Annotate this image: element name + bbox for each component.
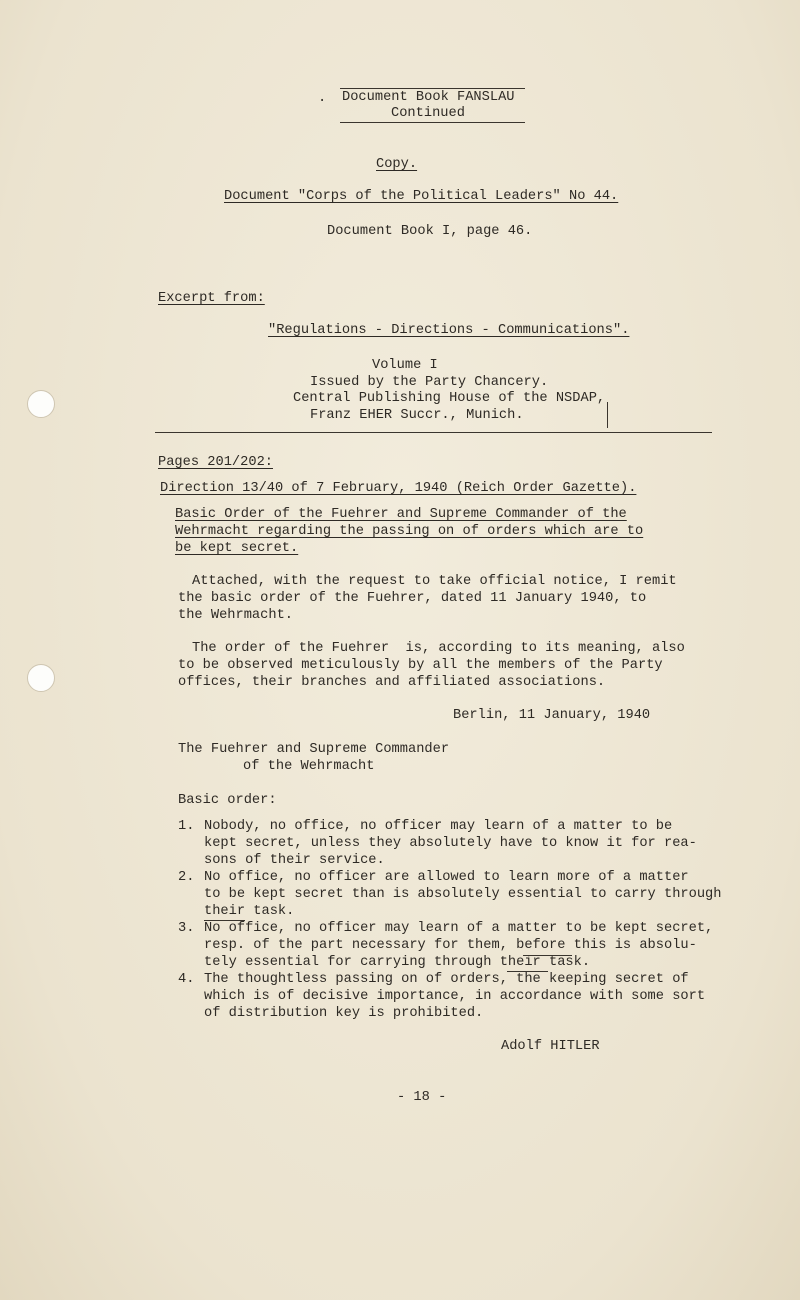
punch-hole — [27, 664, 55, 692]
item-number: 2. — [178, 870, 195, 885]
emphasis-underline — [204, 904, 245, 921]
item-line: sons of their service. — [204, 853, 385, 868]
paragraph-line: the basic order of the Fuehrer, dated 11 January 1940, to — [178, 591, 647, 606]
item-line — [204, 904, 294, 920]
header-rule-top — [340, 88, 525, 89]
direction-heading: Direction 13/40 of 7 February, 1940 (Reich Order Gazette). — [160, 481, 637, 496]
paragraph-line: offices, their branches and affiliated associations. — [178, 675, 606, 690]
subject-line: be kept secret. — [175, 541, 299, 556]
paragraph-line: the Wehrmacht. — [178, 608, 293, 623]
publication-address: Franz EHER Succr., Munich. — [310, 408, 524, 423]
item-line: to be kept secret than is absolutely essential to carry through — [204, 887, 722, 902]
basic-order-label: Basic order: — [178, 793, 277, 808]
paragraph-line: The order of the Fuehrer is, according to its meaning, also — [192, 641, 685, 656]
item-number: 3. — [178, 921, 195, 936]
item-line: Nobody, no office, no officer may learn of a matter to be — [204, 819, 673, 834]
document-title: Document "Corps of the Political Leaders" No 44. — [224, 189, 619, 204]
signature: Adolf HITLER — [501, 1039, 600, 1054]
copy-label: Copy. — [376, 157, 418, 172]
publication-publisher: Central Publishing House of the NSDAP, — [293, 391, 606, 406]
item-line: of distribution key is prohibited. — [204, 1006, 484, 1021]
paragraph-line: to be observed meticulously by all the members of the Party — [178, 658, 663, 673]
section-divider — [155, 432, 712, 433]
item-line: tely essential for carrying through their task. — [204, 955, 591, 970]
item-line: which is of decisive importance, in accordance with some sort — [204, 989, 706, 1004]
pages-label: Pages 201/202: — [158, 455, 273, 470]
header-subtitle: Continued — [391, 106, 465, 121]
excerpt-label: Excerpt from: — [158, 291, 265, 306]
publication-issuer: Issued by the Party Chancery. — [310, 375, 549, 390]
item-line: No office, no officer are allowed to learn more of a matter — [204, 870, 689, 885]
header-title: Document Book FANSLAU — [342, 90, 515, 105]
publication-title: "Regulations - Directions - Communications". — [268, 323, 630, 338]
emphasis-underline — [523, 955, 572, 956]
subject-line: Wehrmacht regarding the passing on of orders which are to — [175, 524, 644, 539]
document-reference: Document Book I, page 46. — [327, 224, 533, 239]
page-number: - 18 - — [397, 1090, 447, 1105]
issuer-line: of the Wehrmacht — [243, 759, 375, 774]
item-line-text: their task. — [204, 904, 295, 919]
place-date: Berlin, 11 January, 1940 — [453, 708, 651, 723]
item-number: 1. — [178, 819, 195, 834]
issuer-line: The Fuehrer and Supreme Commander — [178, 742, 450, 757]
item-number: 4. — [178, 972, 195, 987]
header-rule-bottom — [340, 122, 525, 123]
punch-hole — [27, 390, 55, 418]
item-line: kept secret, unless they absolutely have to know it for rea- — [204, 836, 697, 851]
item-line: No office, no officer may learn of a matter to be kept secret, — [204, 921, 714, 936]
paragraph-line: Attached, with the request to take official notice, I remit — [192, 574, 677, 589]
item-line: resp. of the part necessary for them, before this is absolu- — [204, 938, 697, 953]
item-line: The thoughtless passing on of orders, the keeping secret of — [204, 972, 689, 987]
publication-volume: Volume I — [372, 358, 438, 373]
subject-line: Basic Order of the Fuehrer and Supreme Commander of the — [175, 507, 627, 522]
stray-mark: . — [318, 91, 327, 106]
margin-mark — [607, 402, 608, 428]
